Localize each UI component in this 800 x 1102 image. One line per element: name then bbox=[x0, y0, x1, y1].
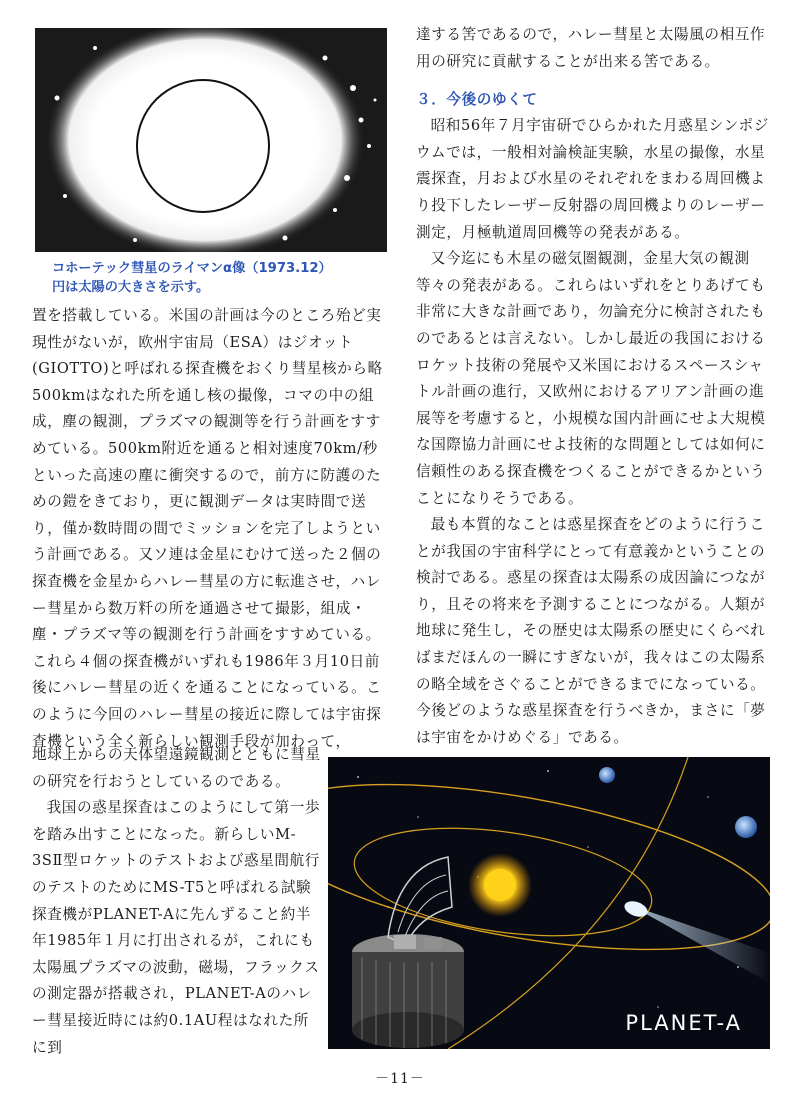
paragraph: 我国の惑星探査はこのようにして第一歩を踏み出すことになった。新らしいM-3SⅡ型ロケットのテストおよび惑星間航行のテストのためにMS-T5と呼ばれる試験探査機がPLANET-Aに先んずること約半年1985年１月に打出されるが，これにも太陽風プラズマの波動，磁場，フラックスの測定器が搭載され，PLANET-Aのハレー彗星接近時には約0.1AU程はなれた所に到 bbox=[32, 799, 321, 1056]
paragraph-intro: 達する筈であるので，ハレー彗星と太陽風の相互作用の研究に貢献することが出来る筈である。 bbox=[416, 26, 766, 70]
planet-small bbox=[599, 767, 615, 783]
figure-caption bbox=[52, 259, 392, 297]
paragraph: 最も本質的なことは惑星探査をどのように行うことが我国の宇宙科学にとって有意義かということの検討である。惑星の探査は太陽系の成因論につながり，且その将来を予測することにつながる。人類が地球に発生し，その歴史は太陽系の歴史にくらべればまだほんの一瞬にすぎないが，我々はこの太陽系の略全域をさぐることができるまでになっている。今後どのような惑星探査を行うべきか，まさに「夢は宇宙をかけめぐる」である。 bbox=[416, 516, 766, 746]
right-column bbox=[416, 22, 770, 751]
planet-earth bbox=[735, 816, 757, 838]
paragraph: 又今迄にも木星の磁気圏観測，金星大気の観測等々の発表がある。これらはいずれをとりあげても非常に大きな計画であり，勿論充分に検討されたものであるとは言えない。しかし最近の我国におけるロケット技術の発展や又米国におけるスペースシャトル計画の進行，又欧州におけるアリアン計画の進展等を考慮すると，小規模な国内計画にせよ大規模な国際協力計画にせよ技術的な問題としては如何に信頼性のある探査機をつくることができるかということになりそうである。 bbox=[416, 250, 766, 507]
corona-illustration bbox=[35, 28, 387, 252]
caption-line-1: コホーテック彗星のライマンα像（1973.12） bbox=[52, 261, 332, 276]
left-column-bottom bbox=[32, 742, 322, 1061]
planet-a-illustration bbox=[328, 757, 770, 1049]
caption-line-2: 円は太陽の大きさを示す。 bbox=[52, 280, 210, 295]
paragraph: 地球上からの天体望遠鏡観測とともに彗星の研究を行おうとしているのである。 bbox=[32, 746, 321, 790]
section-heading: ３．今後のゆくて bbox=[416, 91, 538, 109]
comet-lyman-alpha-image bbox=[35, 28, 387, 252]
page-number: －11－ bbox=[375, 1071, 425, 1087]
paragraph: 置を搭載している。米国の計画は今のところ殆ど実現性がないが，欧州宇宙局（ESA）はジオット(GIOTTO)と呼ばれる探査機をおくり彗星核から略500kmはなれた所を通し核の撮像，コマの中の組成，塵の観測，プラズマの観測等を行う計画をすすめている。500km附近を通ると相対速度70km/秒といった高速の塵に衝突するので，前方に防護のための鎧をきており，更に観測データは実時間で送り，僅か数時間の間でミッションを完了しようという計画である。又ソ連は金星にむけて送った２個の探査機を金星からハレー彗星の方に転進させ，ハレー彗星から数万粁の所を通過させて撮影，組成・塵・プラズマ等の観測を行う計画をすすめている。これら４個の探査機がいずれも1986年３月10日前後にハレー彗星の近くを通ることになっている。このように今回のハレー彗星の接近に際しては宇宙探査機という全く新らしい観測手段が加わって， bbox=[32, 307, 383, 750]
paragraph: 昭和56年７月宇宙研でひらかれた月惑星シンポジウムでは，一般相対論検証実験，水星の撮像，水星震探査，月および水星のそれぞれをまわる周回機より投下したレーザー反射器の周回機よりのレーザー測定，月極軌道周回機等の発表がある。 bbox=[416, 117, 770, 241]
planet-a-scene bbox=[328, 757, 770, 1049]
planet-a-label: PLANET-A bbox=[625, 1011, 742, 1035]
left-column-top bbox=[32, 303, 392, 755]
